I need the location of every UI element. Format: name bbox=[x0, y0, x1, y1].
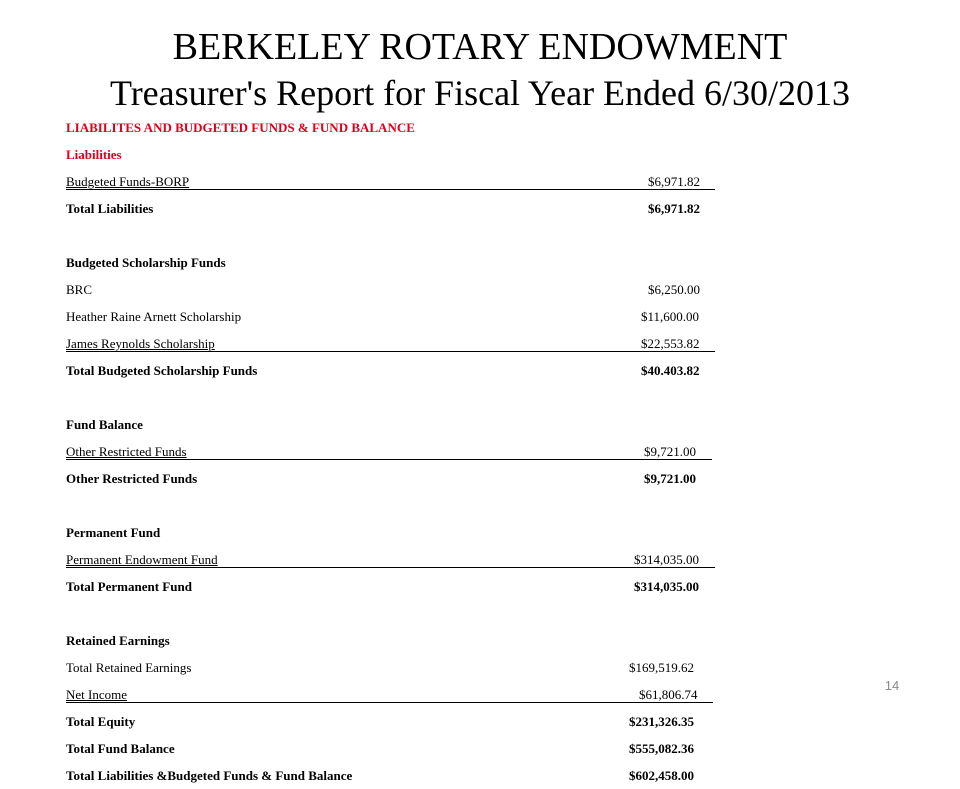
line-item: Permanent Endowment Fund $314,035.00 bbox=[66, 546, 722, 573]
line-item: BRC $6,250.00 bbox=[66, 282, 700, 297]
line-item: Heather Raine Arnett Scholarship $11,600.00 bbox=[66, 309, 700, 324]
line-item: Total Retained Earnings $169,519.62 bbox=[66, 660, 694, 675]
treasurer-report bbox=[66, 114, 722, 789]
line-item: Other Restricted Funds $9,721.00 bbox=[66, 438, 722, 465]
total-row: Total Liabilities $6,971.82 bbox=[66, 201, 700, 216]
total-row: Total Permanent Fund $314,035.00 bbox=[66, 579, 699, 594]
liabilities-heading: Liabilities bbox=[66, 147, 122, 162]
permanent-fund-heading: Permanent Fund bbox=[66, 525, 161, 540]
total-row: Other Restricted Funds $9,721.00 bbox=[66, 471, 696, 486]
page-number: 14 bbox=[884, 678, 900, 693]
line-item: James Reynolds Scholarship $22,553.82 bbox=[66, 330, 722, 357]
scholarship-heading: Budgeted Scholarship Funds bbox=[66, 255, 226, 270]
total-equity-row: Total Equity $231,326.35 bbox=[66, 714, 694, 729]
grand-total-row: Total Liabilities &Budgeted Funds & Fund Balance $602,458.00 bbox=[66, 768, 694, 783]
section-heading: LIABILITES AND BUDGETED FUNDS & FUND BALANCE bbox=[66, 120, 415, 135]
spacer bbox=[66, 222, 722, 249]
retained-earnings-heading: Retained Earnings bbox=[66, 633, 170, 648]
spacer bbox=[66, 384, 722, 411]
title-line-2: Treasurer's Report for Fiscal Year Ended 6/30/2013 bbox=[109, 73, 851, 113]
fund-balance-heading: Fund Balance bbox=[66, 417, 143, 432]
title-line-1: BERKELEY ROTARY ENDOWMENT bbox=[172, 26, 788, 68]
line-item: Budgeted Funds-BORP $6,971.82 bbox=[66, 168, 722, 195]
line-item: Net Income $61,806.74 bbox=[66, 681, 722, 708]
spacer bbox=[66, 600, 722, 627]
spacer bbox=[66, 492, 722, 519]
slide-title bbox=[0, 24, 960, 116]
total-fund-balance-row: Total Fund Balance $555,082.36 bbox=[66, 741, 694, 756]
total-row: Total Budgeted Scholarship Funds $40.403.82 bbox=[66, 363, 700, 378]
